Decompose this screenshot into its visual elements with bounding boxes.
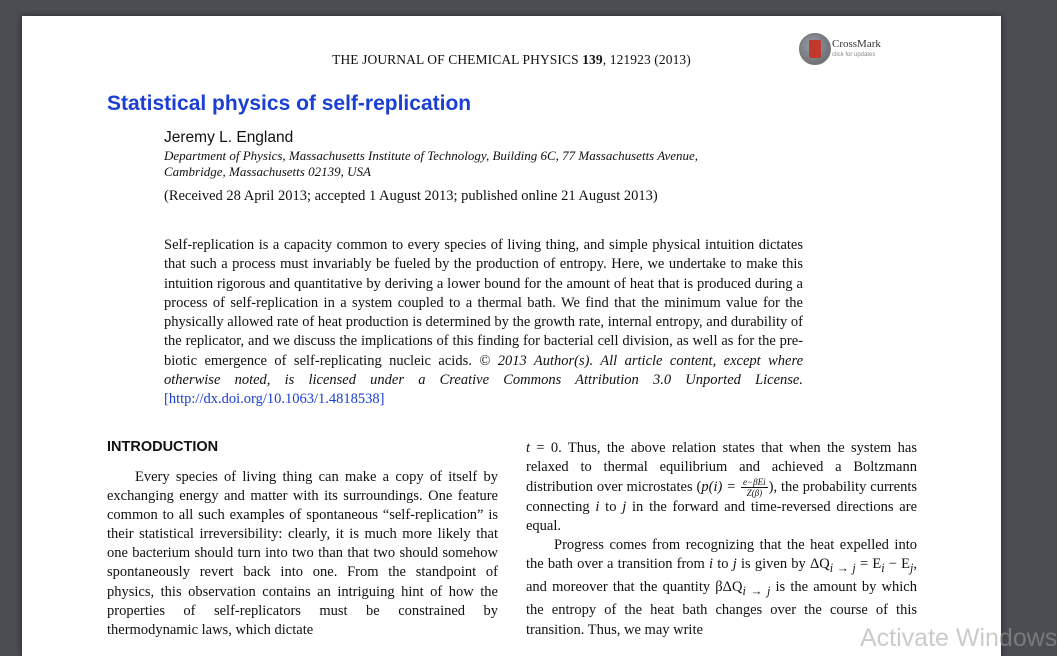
crossmark-sublabel: click for updates (832, 52, 876, 58)
abstract (164, 236, 803, 410)
pdf-page (22, 16, 1057, 656)
affiliation-line2: Cambridge, Massachusetts 02139, USA (164, 164, 371, 179)
affiliation-line1: Department of Physics, Massachusetts Institute of Technology, Building 6C, 77 Massachusetts Avenue, (164, 148, 699, 163)
journal-volume: 139 (582, 52, 603, 67)
doi-link[interactable]: [http://dx.doi.org/10.1063/1.4818538] (164, 391, 385, 408)
received-dates: (Received 28 April 2013; accepted 1 August 2013; published online 21 August 2013) (164, 188, 658, 204)
intro-paragraph-right-1: t = 0. Thus, the above relation states that when the system has relaxed to thermal equilibrium and achieved a Boltzmann distribution over microstates (p(i) = $\frac{\text{e−βEi}}{Z(\beta)}$ ), the probability currents connecting i to j in the forward and time-reversed directions are equal. (526, 440, 918, 535)
intro-paragraph-right-2: Progress comes from recognizing that the heat expelled into the bath over a transition from i to j is given by $\Delta Q_{i \to j} = E_i - E_j$, and moreover that the quantity βΔQ$_{i \to j}$ is the amount by which the entropy of the heat bath changes over the course of this transition. Thus, we may write (526, 537, 917, 638)
activate-windows-watermark: Activate Windows (860, 624, 1057, 652)
abstract-copyright: © 2013 Author(s). All article content, except where otherwise noted, is licensed under a Creative Commons Attribution 3.0 Unported License. (164, 352, 804, 389)
journal-name: THE JOURNAL OF CHEMICAL PHYSICS (332, 52, 579, 67)
crossmark-icon (799, 33, 831, 65)
journal-citation: , 121923 (2013) (602, 52, 691, 67)
section-heading-introduction: INTRODUCTION (107, 439, 219, 455)
article-author: Jeremy L. England (164, 129, 294, 146)
article-title: Statistical physics of self-replication (107, 92, 472, 115)
boltzmann-fraction: $\frac{\text{e−βEi}}{Z(\beta)}$ (743, 477, 766, 499)
left-column (107, 468, 498, 640)
abstract-body: Self-replication is a capacity common to every species of living thing, and simple physical intuition dictates that such a process must invariably be fueled by the production of entropy. Here, we undertake to make this intuition rigorous and quantitative by deriving a lower bound for the amount of heat that is produced during a process of self-replication in a system coupled to a thermal bath. We find that the minimum value for the physically allowed rate of heat production is determined by the growth rate, internal entropy, and durability of the replicator, and we discuss the implications of this finding for bacterial cell division, as well as for the pre-biotic emergence of self-replicating nucleic acids. (164, 237, 803, 369)
right-column (526, 439, 917, 640)
author-affiliation (164, 148, 804, 180)
crossmark-label: CrossMark (832, 38, 881, 50)
intro-paragraph-left: Every species of living thing can make a copy of itself by exchanging energy and matter with its surroundings. One feature common to all such examples of spontaneous “self-replication” is their statistical irreversibility: clearly, it is much more likely that one bacterium should turn into two than that two should somehow spontaneously revert back into one. From the standpoint of physics, this observation contains an intriguing hint of how the properties of self-replicators must be constrained by thermodynamic laws, which dictate (107, 469, 498, 638)
crossmark-badge[interactable] (799, 33, 909, 67)
